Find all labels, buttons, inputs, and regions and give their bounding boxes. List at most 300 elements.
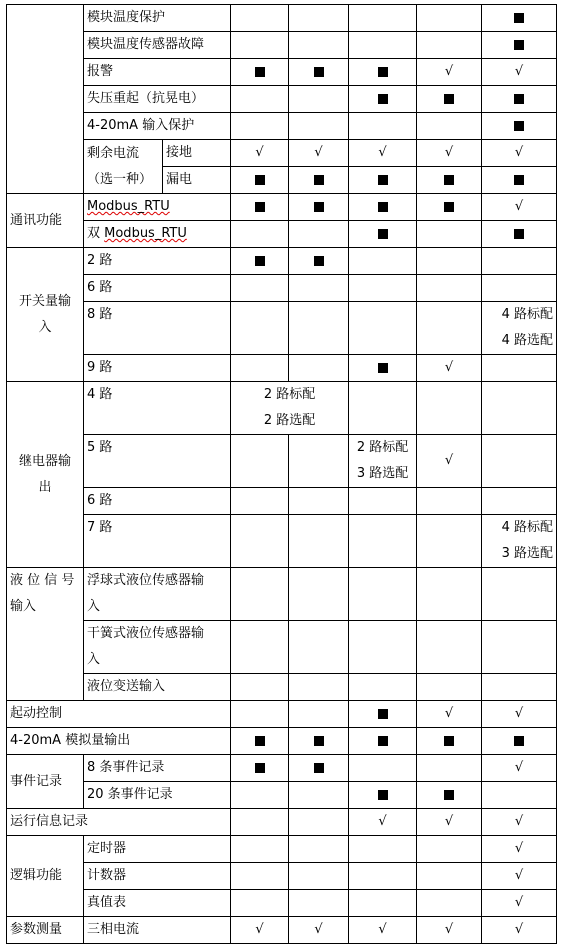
category-cell-protection — [7, 5, 84, 194]
empty-cell — [417, 568, 482, 621]
check-icon: √ — [514, 814, 524, 829]
mark-cell — [417, 221, 482, 248]
mark-cell — [231, 809, 289, 836]
table-row — [7, 113, 557, 140]
category-text: 参数测量 — [10, 922, 63, 937]
mark-cell — [482, 5, 557, 32]
mark-cell — [417, 59, 482, 86]
row-label — [84, 194, 231, 221]
check-icon: √ — [444, 145, 454, 160]
check-icon: √ — [444, 360, 454, 375]
table-row — [7, 809, 557, 836]
row-label — [84, 86, 231, 113]
check-icon: √ — [444, 64, 454, 79]
mark-cell — [482, 809, 557, 836]
config-note-line1: 4 路标配 — [501, 520, 554, 535]
row-label-text: 4-20mA 输入保护 — [87, 118, 195, 133]
modbus-prefix: 双 — [87, 226, 105, 241]
mark-cell — [349, 86, 417, 113]
row-label — [84, 488, 231, 515]
filled-square-icon — [255, 736, 265, 746]
check-icon: √ — [378, 145, 387, 160]
row-label-text: 4-20mA 模拟量输出 — [10, 733, 131, 748]
mark-cell — [289, 59, 349, 86]
residual-label-line1: 剩余电流 — [87, 145, 140, 161]
mark-cell — [482, 782, 557, 809]
row-label — [84, 275, 231, 302]
config-note-line1: 2 路标配 — [356, 440, 409, 455]
row-label — [84, 221, 231, 248]
filled-square-icon — [255, 175, 265, 185]
empty-cell — [417, 621, 482, 674]
row-label-text: 液位变送输入 — [87, 679, 166, 694]
mark-cell — [289, 5, 349, 32]
mark-cell — [417, 701, 482, 728]
mark-cell — [231, 863, 289, 890]
mark-cell — [289, 809, 349, 836]
mark-cell — [482, 140, 557, 167]
mark-cell — [482, 836, 557, 863]
filled-square-icon — [314, 736, 324, 746]
filled-square-icon — [378, 363, 388, 373]
mark-cell — [289, 917, 349, 944]
mark-cell — [349, 140, 417, 167]
mark-cell — [231, 917, 289, 944]
table-row — [7, 515, 557, 568]
check-icon: √ — [444, 453, 454, 468]
sub-label — [163, 167, 231, 194]
filled-square-icon — [378, 709, 388, 719]
mark-cell — [417, 890, 482, 917]
table-row — [7, 755, 557, 782]
check-icon: √ — [255, 922, 264, 937]
mark-cell — [289, 755, 349, 782]
config-note-line2: 3 路选配 — [501, 546, 554, 561]
mark-cell — [289, 140, 349, 167]
row-label — [84, 890, 231, 917]
sub-label — [163, 140, 231, 167]
table-row — [7, 302, 557, 355]
table-row — [7, 32, 557, 59]
check-icon: √ — [514, 868, 524, 883]
empty-cell — [289, 302, 349, 355]
empty-cell — [482, 621, 557, 674]
mark-cell — [482, 221, 557, 248]
mark-cell — [417, 755, 482, 782]
check-icon: √ — [514, 199, 524, 214]
mark-cell — [349, 728, 417, 755]
filled-square-icon — [514, 736, 524, 746]
empty-cell — [482, 382, 557, 435]
mark-cell — [482, 59, 557, 86]
config-note — [482, 302, 557, 355]
mark-cell — [231, 836, 289, 863]
row-label — [84, 248, 231, 275]
row-label-text: 真值表 — [87, 895, 127, 910]
empty-cell — [482, 488, 557, 515]
mark-cell — [482, 275, 557, 302]
row-label-text: 报警 — [87, 64, 114, 79]
row-label — [84, 435, 231, 488]
mark-cell — [231, 194, 289, 221]
filled-square-icon — [444, 790, 454, 800]
row-label-text: 6 路 — [87, 493, 113, 508]
row-label-text: 计数器 — [87, 868, 127, 883]
empty-cell — [417, 302, 482, 355]
check-icon: √ — [514, 841, 524, 856]
row-label — [84, 515, 231, 568]
mark-cell — [289, 248, 349, 275]
empty-cell — [482, 674, 557, 701]
check-icon: √ — [514, 64, 524, 79]
config-note-line2: 2 路选配 — [263, 413, 316, 428]
filled-square-icon — [444, 94, 454, 104]
row-label-text: 5 路 — [87, 440, 113, 455]
row-label-text: 定时器 — [87, 841, 127, 856]
check-icon: √ — [514, 706, 524, 721]
empty-cell — [289, 621, 349, 674]
mark-cell — [349, 221, 417, 248]
row-label — [84, 382, 231, 435]
mark-cell — [417, 194, 482, 221]
row-label-text: 三相电流 — [87, 922, 140, 937]
mark-cell — [349, 782, 417, 809]
filled-square-icon — [514, 229, 524, 239]
empty-cell — [231, 621, 289, 674]
check-icon: √ — [514, 895, 524, 910]
row-label-wide — [7, 809, 231, 836]
mark-cell — [289, 221, 349, 248]
category-line1: 开关量输 — [18, 293, 71, 309]
mark-cell — [349, 113, 417, 140]
mark-cell — [349, 194, 417, 221]
empty-cell — [231, 488, 289, 515]
table-row — [7, 435, 557, 488]
filled-square-icon — [514, 121, 524, 131]
table-row — [7, 863, 557, 890]
category-line2: 入 — [38, 319, 52, 335]
category-cell-level-input — [7, 568, 84, 701]
mark-cell — [231, 275, 289, 302]
empty-cell — [231, 435, 289, 488]
row-label-text: 运行信息记录 — [10, 814, 89, 829]
mark-cell — [231, 890, 289, 917]
residual-label-line2: （选一种） — [87, 171, 153, 187]
row-label-line1: 浮球式液位传感器输 — [87, 573, 205, 588]
mark-cell — [349, 248, 417, 275]
mark-cell — [417, 275, 482, 302]
empty-cell — [349, 674, 417, 701]
mark-cell — [231, 782, 289, 809]
empty-cell — [417, 382, 482, 435]
empty-cell — [231, 302, 289, 355]
filled-square-icon — [514, 175, 524, 185]
empty-cell — [231, 674, 289, 701]
mark-cell — [482, 86, 557, 113]
table-row — [7, 140, 557, 167]
table-row — [7, 728, 557, 755]
row-label-wide — [7, 701, 231, 728]
category-cell-logic — [7, 836, 84, 917]
mark-cell — [349, 917, 417, 944]
mark-cell — [482, 890, 557, 917]
mark-cell — [349, 836, 417, 863]
mark-cell — [349, 32, 417, 59]
filled-square-icon — [378, 790, 388, 800]
mark-cell — [417, 167, 482, 194]
table-row — [7, 5, 557, 32]
table-row — [7, 701, 557, 728]
mark-cell — [231, 86, 289, 113]
filled-square-icon — [514, 94, 524, 104]
filled-square-icon — [444, 736, 454, 746]
row-label — [84, 32, 231, 59]
empty-cell — [289, 488, 349, 515]
filled-square-icon — [255, 763, 265, 773]
mark-cell — [231, 167, 289, 194]
table-row — [7, 221, 557, 248]
row-label-text: 6 路 — [87, 280, 113, 295]
mark-cell — [289, 113, 349, 140]
filled-square-icon — [314, 202, 324, 212]
row-label — [84, 755, 231, 782]
row-label-line2: 入 — [87, 599, 101, 614]
row-label — [84, 674, 231, 701]
table-row — [7, 194, 557, 221]
mark-cell — [289, 782, 349, 809]
config-note — [482, 515, 557, 568]
category-cell-comm — [7, 194, 84, 248]
filled-square-icon — [255, 67, 265, 77]
check-icon: √ — [514, 922, 524, 937]
row-label-line1: 干簧式液位传感器输 — [87, 626, 205, 641]
mark-cell — [417, 355, 482, 382]
category-text: 逻辑功能 — [10, 868, 63, 883]
row-label — [84, 113, 231, 140]
row-label-text: 失压重起（抗晃电） — [87, 91, 205, 106]
mark-cell — [289, 194, 349, 221]
category-cell-param — [7, 917, 84, 944]
check-icon: √ — [444, 814, 454, 829]
mark-cell — [289, 890, 349, 917]
empty-cell — [231, 515, 289, 568]
table-row — [7, 275, 557, 302]
table-row — [7, 355, 557, 382]
config-note — [231, 382, 349, 435]
table-row — [7, 248, 557, 275]
filled-square-icon — [444, 175, 454, 185]
filled-square-icon — [514, 40, 524, 50]
check-icon: √ — [444, 706, 454, 721]
table-row — [7, 674, 557, 701]
mark-cell — [231, 221, 289, 248]
mark-cell — [289, 863, 349, 890]
category-text: 事件记录 — [10, 773, 63, 789]
table-row — [7, 382, 557, 435]
filled-square-icon — [514, 13, 524, 23]
table-row — [7, 782, 557, 809]
row-label-text: 2 路 — [87, 253, 113, 268]
empty-cell — [349, 515, 417, 568]
feature-table — [6, 4, 557, 944]
check-icon: √ — [514, 145, 524, 160]
residual-label — [84, 140, 163, 194]
empty-cell — [349, 382, 417, 435]
filled-square-icon — [378, 175, 388, 185]
mark-cell — [231, 755, 289, 782]
row-label — [84, 355, 231, 382]
mark-cell — [289, 275, 349, 302]
table-row — [7, 568, 557, 621]
mark-cell — [349, 701, 417, 728]
table-row — [7, 836, 557, 863]
mark-cell — [349, 863, 417, 890]
row-label-text: 模块温度传感器故障 — [87, 37, 205, 52]
category-cell-relay-output — [7, 382, 84, 568]
mark-cell — [417, 248, 482, 275]
check-icon: √ — [255, 145, 264, 160]
mark-cell — [289, 701, 349, 728]
row-label-text: 20 条事件记录 — [87, 787, 173, 802]
empty-cell — [349, 568, 417, 621]
empty-cell — [417, 488, 482, 515]
row-label — [84, 5, 231, 32]
mark-cell — [289, 167, 349, 194]
mark-cell — [417, 836, 482, 863]
mark-cell — [231, 355, 289, 382]
filled-square-icon — [378, 229, 388, 239]
category-cell-event-record — [7, 755, 84, 809]
filled-square-icon — [378, 202, 388, 212]
mark-cell — [482, 167, 557, 194]
check-icon: √ — [514, 760, 524, 775]
empty-cell — [417, 674, 482, 701]
category-line1: 液 位 信 号 — [10, 573, 75, 588]
filled-square-icon — [314, 67, 324, 77]
category-line2: 出 — [38, 479, 52, 495]
mark-cell — [349, 167, 417, 194]
mark-cell — [482, 701, 557, 728]
table-row — [7, 917, 557, 944]
empty-cell — [289, 435, 349, 488]
category-line2: 输入 — [10, 599, 37, 614]
empty-cell — [417, 515, 482, 568]
mark-cell — [482, 113, 557, 140]
modbus-label: Modbus_RTU — [104, 226, 187, 241]
mark-cell — [482, 32, 557, 59]
row-label-wide — [7, 728, 231, 755]
empty-cell — [349, 621, 417, 674]
mark-cell — [482, 917, 557, 944]
row-label-text: 8 路 — [87, 307, 113, 322]
mark-cell — [231, 140, 289, 167]
mark-cell — [289, 728, 349, 755]
filled-square-icon — [314, 175, 324, 185]
table-row — [7, 59, 557, 86]
mark-cell — [349, 275, 417, 302]
mark-cell — [231, 32, 289, 59]
filled-square-icon — [378, 736, 388, 746]
table-row — [7, 488, 557, 515]
mark-cell — [349, 59, 417, 86]
sub-label-text: 漏电 — [166, 172, 193, 187]
row-label — [84, 568, 231, 621]
table-row — [7, 621, 557, 674]
mark-cell — [289, 86, 349, 113]
mark-cell — [231, 113, 289, 140]
check-icon: √ — [314, 922, 323, 937]
filled-square-icon — [444, 202, 454, 212]
empty-cell — [482, 568, 557, 621]
mark-cell — [417, 435, 482, 488]
mark-cell — [417, 782, 482, 809]
empty-cell — [289, 674, 349, 701]
mark-cell — [482, 755, 557, 782]
mark-cell — [231, 59, 289, 86]
mark-cell — [231, 728, 289, 755]
row-label-text: 9 路 — [87, 360, 113, 375]
row-label-text: 7 路 — [87, 520, 113, 535]
category-cell-switch-input — [7, 248, 84, 382]
mark-cell — [482, 355, 557, 382]
mark-cell — [482, 248, 557, 275]
mark-cell — [417, 728, 482, 755]
empty-cell — [349, 488, 417, 515]
filled-square-icon — [314, 256, 324, 266]
row-label-text: 4 路 — [87, 387, 113, 402]
filled-square-icon — [314, 763, 324, 773]
mark-cell — [231, 248, 289, 275]
table-body — [7, 5, 557, 944]
mark-cell — [482, 728, 557, 755]
mark-cell — [289, 32, 349, 59]
filled-square-icon — [255, 256, 265, 266]
config-note-line1: 4 路标配 — [501, 307, 554, 322]
empty-cell — [289, 568, 349, 621]
filled-square-icon — [378, 94, 388, 104]
filled-square-icon — [378, 67, 388, 77]
row-label-text: 起动控制 — [10, 706, 63, 721]
config-note-line1: 2 路标配 — [263, 387, 316, 402]
empty-cell — [482, 435, 557, 488]
mark-cell — [349, 755, 417, 782]
check-icon: √ — [378, 814, 387, 829]
row-label — [84, 863, 231, 890]
mark-cell — [349, 890, 417, 917]
row-label — [84, 917, 231, 944]
empty-cell — [231, 568, 289, 621]
mark-cell — [417, 5, 482, 32]
row-label — [84, 59, 231, 86]
mark-cell — [231, 5, 289, 32]
mark-cell — [289, 355, 349, 382]
mark-cell — [231, 701, 289, 728]
filled-square-icon — [255, 202, 265, 212]
check-icon: √ — [444, 922, 454, 937]
modbus-label: Modbus_RTU — [87, 199, 170, 214]
row-label-text: 模块温度保护 — [87, 10, 166, 25]
mark-cell — [417, 113, 482, 140]
mark-cell — [482, 194, 557, 221]
empty-cell — [349, 302, 417, 355]
category-line1: 继电器输 — [18, 453, 71, 469]
mark-cell — [289, 836, 349, 863]
mark-cell — [417, 917, 482, 944]
category-text: 通讯功能 — [10, 212, 63, 228]
row-label — [84, 836, 231, 863]
mark-cell — [349, 355, 417, 382]
table-row — [7, 890, 557, 917]
